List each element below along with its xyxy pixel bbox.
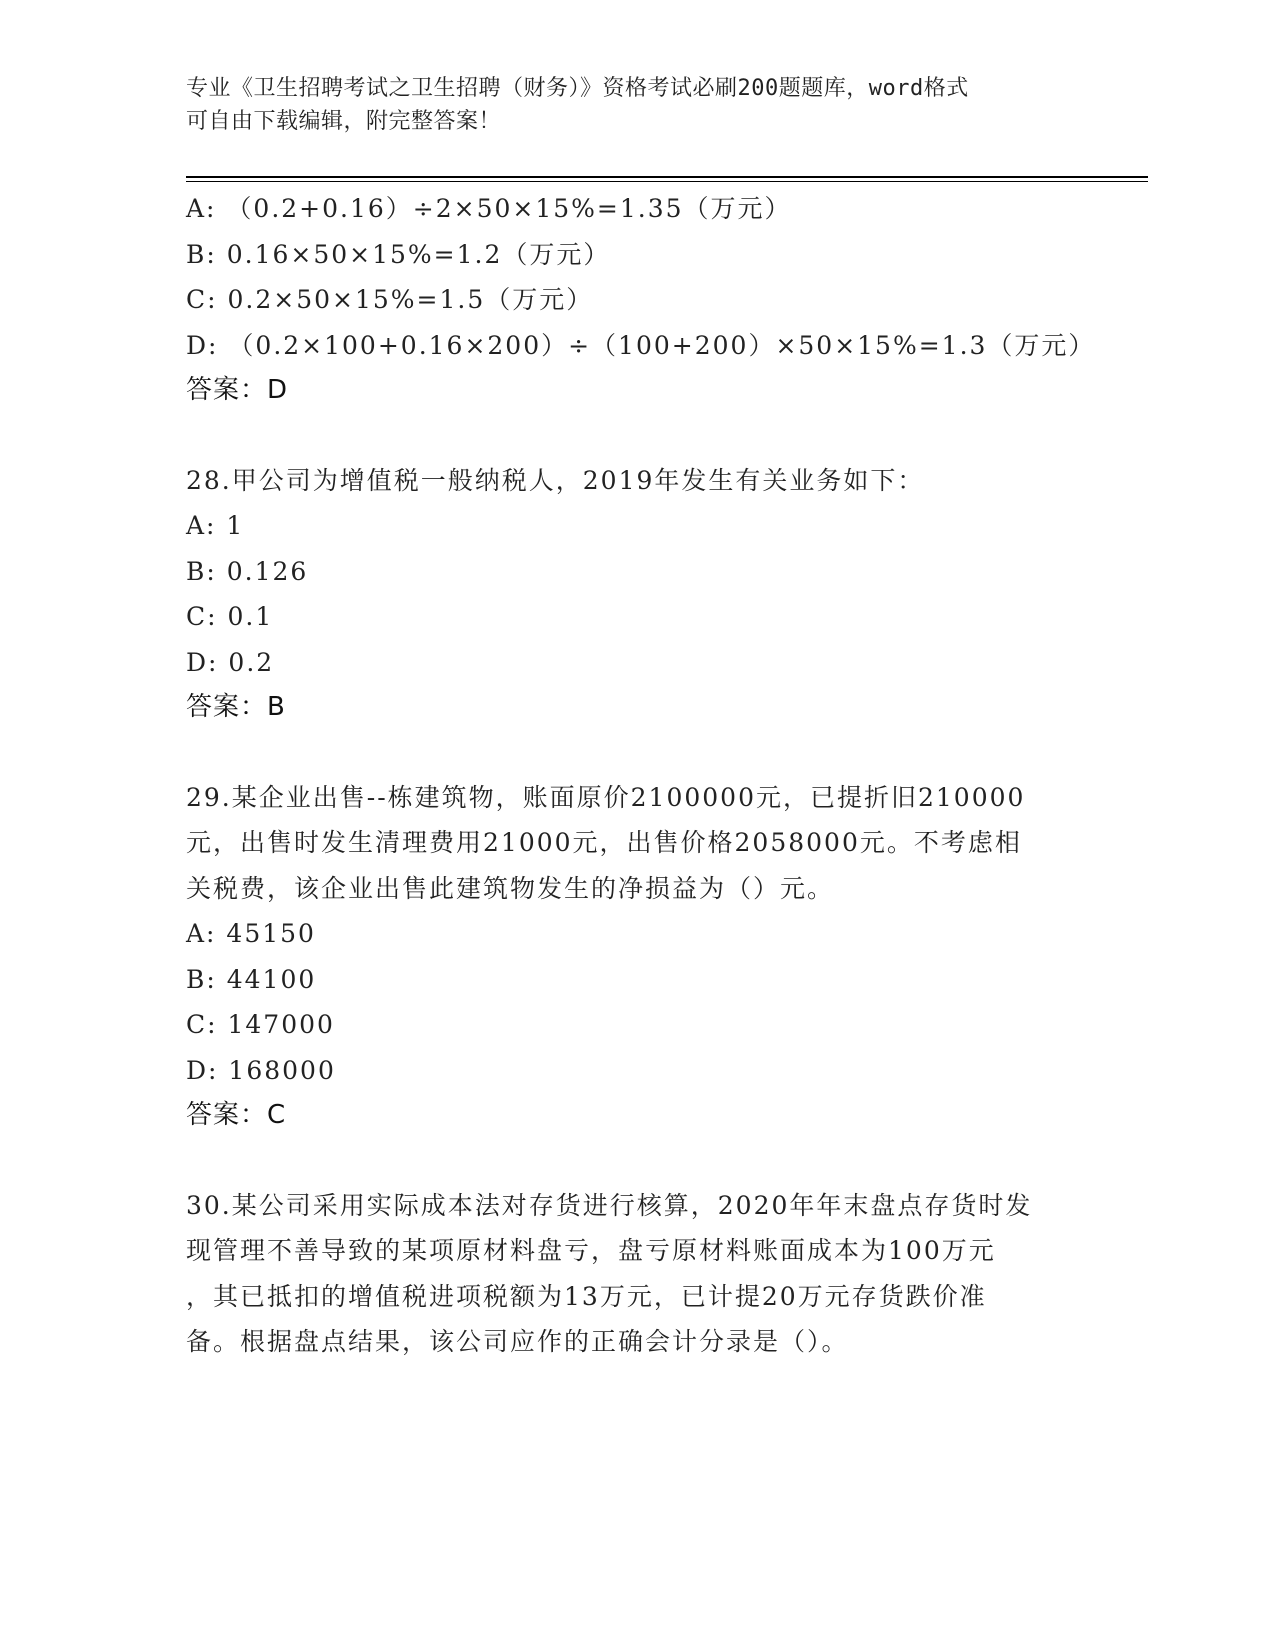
option-d: D: 0.2 xyxy=(186,647,275,677)
header-line-1: 专业《卫生招聘考试之卫生招聘（财务）》资格考试必刷200题题库，word格式 xyxy=(186,76,969,101)
option-d: D: （0.2×100+0.16×200）÷（100+200）×50×15%=1.3（万元） xyxy=(186,330,1096,360)
option-c: C: 0.1 xyxy=(186,602,274,631)
option-c: C: 0.2×50×15%=1.5（万元） xyxy=(186,285,594,314)
header-rule-thin xyxy=(186,181,1148,182)
question-block-30 xyxy=(186,1183,1086,1365)
question-block-28 xyxy=(186,458,1086,731)
question-content xyxy=(186,186,1096,1365)
spacer xyxy=(186,1139,1086,1183)
option-a: A: 45150 xyxy=(186,919,316,948)
header-rule-thick xyxy=(186,176,1148,178)
question-stem-line: 关税费，该企业出售此建筑物发生的净损益为（）元。 xyxy=(186,873,835,903)
answer-line: 答案：B xyxy=(186,692,286,722)
question-stem-line: 30.某公司采用实际成本法对存货进行核算，2020年年末盘点存货时发 xyxy=(186,1190,1033,1220)
option-a: A: （0.2+0.16）÷2×50×15%=1.35（万元） xyxy=(186,194,792,223)
question-block-27 xyxy=(186,186,1096,414)
question-stem-line: 现管理不善导致的某项原材料盘亏，盘亏原材料账面成本为100万元 xyxy=(186,1236,996,1265)
answer-line: 答案：D xyxy=(186,375,289,405)
answer-line: 答案：C xyxy=(186,1100,287,1130)
option-d: D: 168000 xyxy=(186,1055,336,1085)
question-stem-line: 元，出售时发生清理费用21000元，出售价格2058000元。不考虑相 xyxy=(186,828,1022,857)
option-b: B: 44100 xyxy=(186,964,317,994)
page-header xyxy=(186,72,1086,138)
spacer xyxy=(186,414,1086,458)
option-b: B: 0.16×50×15%=1.2（万元） xyxy=(186,239,611,269)
option-c: C: 147000 xyxy=(186,1010,335,1039)
option-a: A: 1 xyxy=(186,511,245,540)
question-block-29 xyxy=(186,775,1086,1139)
spacer xyxy=(186,731,1086,775)
question-stem-line: 备。根据盘点结果，该公司应作的正确会计分录是（）。 xyxy=(186,1327,849,1356)
question-stem-line: 29.某企业出售--栋建筑物，账面原价2100000元，已提折旧210000 xyxy=(186,782,1026,812)
option-b: B: 0.126 xyxy=(186,556,309,586)
header-line-2: 可自由下载编辑，附完整答案！ xyxy=(186,109,502,134)
question-stem-line: 28.甲公司为增值税一般纳税人，2019年发生有关业务如下： xyxy=(186,465,925,495)
question-stem-line: ，其已抵扣的增值税进项税额为13万元，已计提20万元存货跌价准 xyxy=(186,1281,987,1311)
